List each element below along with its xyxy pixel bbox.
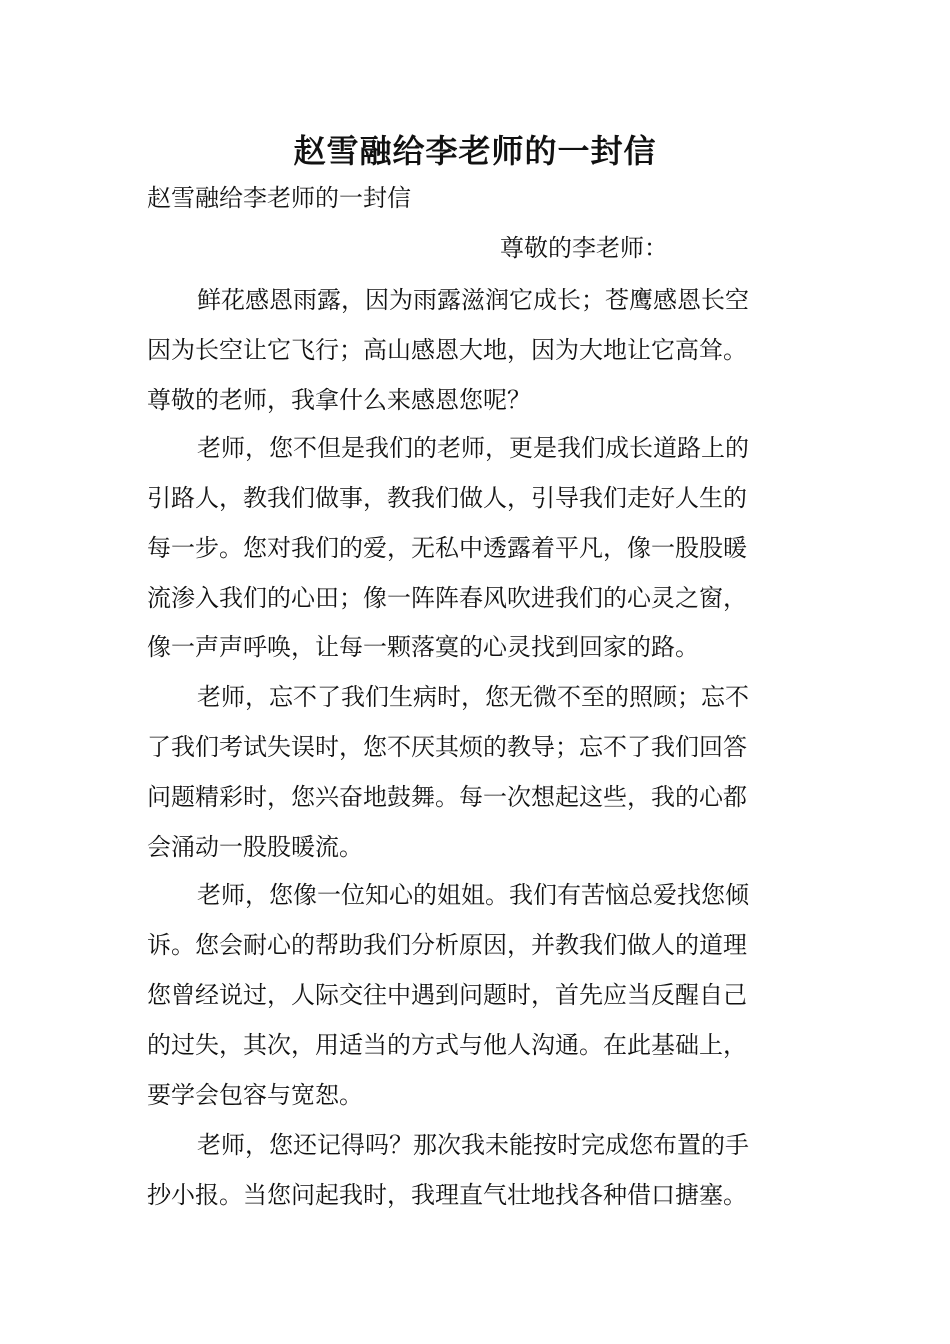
paragraph-line: 的过失，其次，用适当的方式与他人沟通。在此基础上， xyxy=(147,1031,747,1059)
paragraph-line: 会涌动一股股暖流。 xyxy=(147,833,363,861)
salutation: 尊敬的李老师： xyxy=(500,234,668,262)
paragraph-line: 问题精彩时，您兴奋地鼓舞。每一次想起这些，我的心都 xyxy=(147,783,747,811)
paragraph-line: 您曾经说过，人际交往中遇到问题时，首先应当反醒自己 xyxy=(147,981,747,1009)
paragraph-line: 了我们考试失误时，您不厌其烦的教导；忘不了我们回答 xyxy=(147,733,747,761)
document-title: 赵雪融给李老师的一封信 xyxy=(293,132,657,170)
paragraph-line: 尊敬的老师，我拿什么来感恩您呢？ xyxy=(147,386,531,414)
paragraph-line: 老师，忘不了我们生病时，您无微不至的照顾；忘不 xyxy=(197,683,749,711)
document-subtitle: 赵雪融给李老师的一封信 xyxy=(147,184,411,212)
paragraph-line: 老师，您像一位知心的姐姐。我们有苦恼总爱找您倾 xyxy=(197,881,749,909)
paragraph-line: 鲜花感恩雨露，因为雨露滋润它成长；苍鹰感恩长空 xyxy=(197,286,749,314)
paragraph-line: 流渗入我们的心田；像一阵阵春风吹进我们的心灵之窗， xyxy=(147,584,747,612)
paragraph-line: 诉。您会耐心的帮助我们分析原因，并教我们做人的道理 xyxy=(147,931,747,959)
paragraph-line: 因为长空让它飞行；高山感恩大地，因为大地让它高耸。 xyxy=(147,336,747,364)
paragraph-line: 抄小报。当您问起我时，我理直气壮地找各种借口搪塞。 xyxy=(147,1181,747,1209)
paragraph-line: 每一步。您对我们的爱，无私中透露着平凡，像一股股暖 xyxy=(147,534,747,562)
paragraph-line: 老师，您不但是我们的老师，更是我们成长道路上的 xyxy=(197,434,749,462)
paragraph-line: 要学会包容与宽恕。 xyxy=(147,1081,363,1109)
paragraph-line: 引路人，教我们做事，教我们做人，引导我们走好人生的 xyxy=(147,484,747,512)
paragraph-line: 像一声声呼唤，让每一颗落寞的心灵找到回家的路。 xyxy=(147,633,699,661)
paragraph-line: 老师，您还记得吗？那次我未能按时完成您布置的手 xyxy=(197,1131,749,1159)
